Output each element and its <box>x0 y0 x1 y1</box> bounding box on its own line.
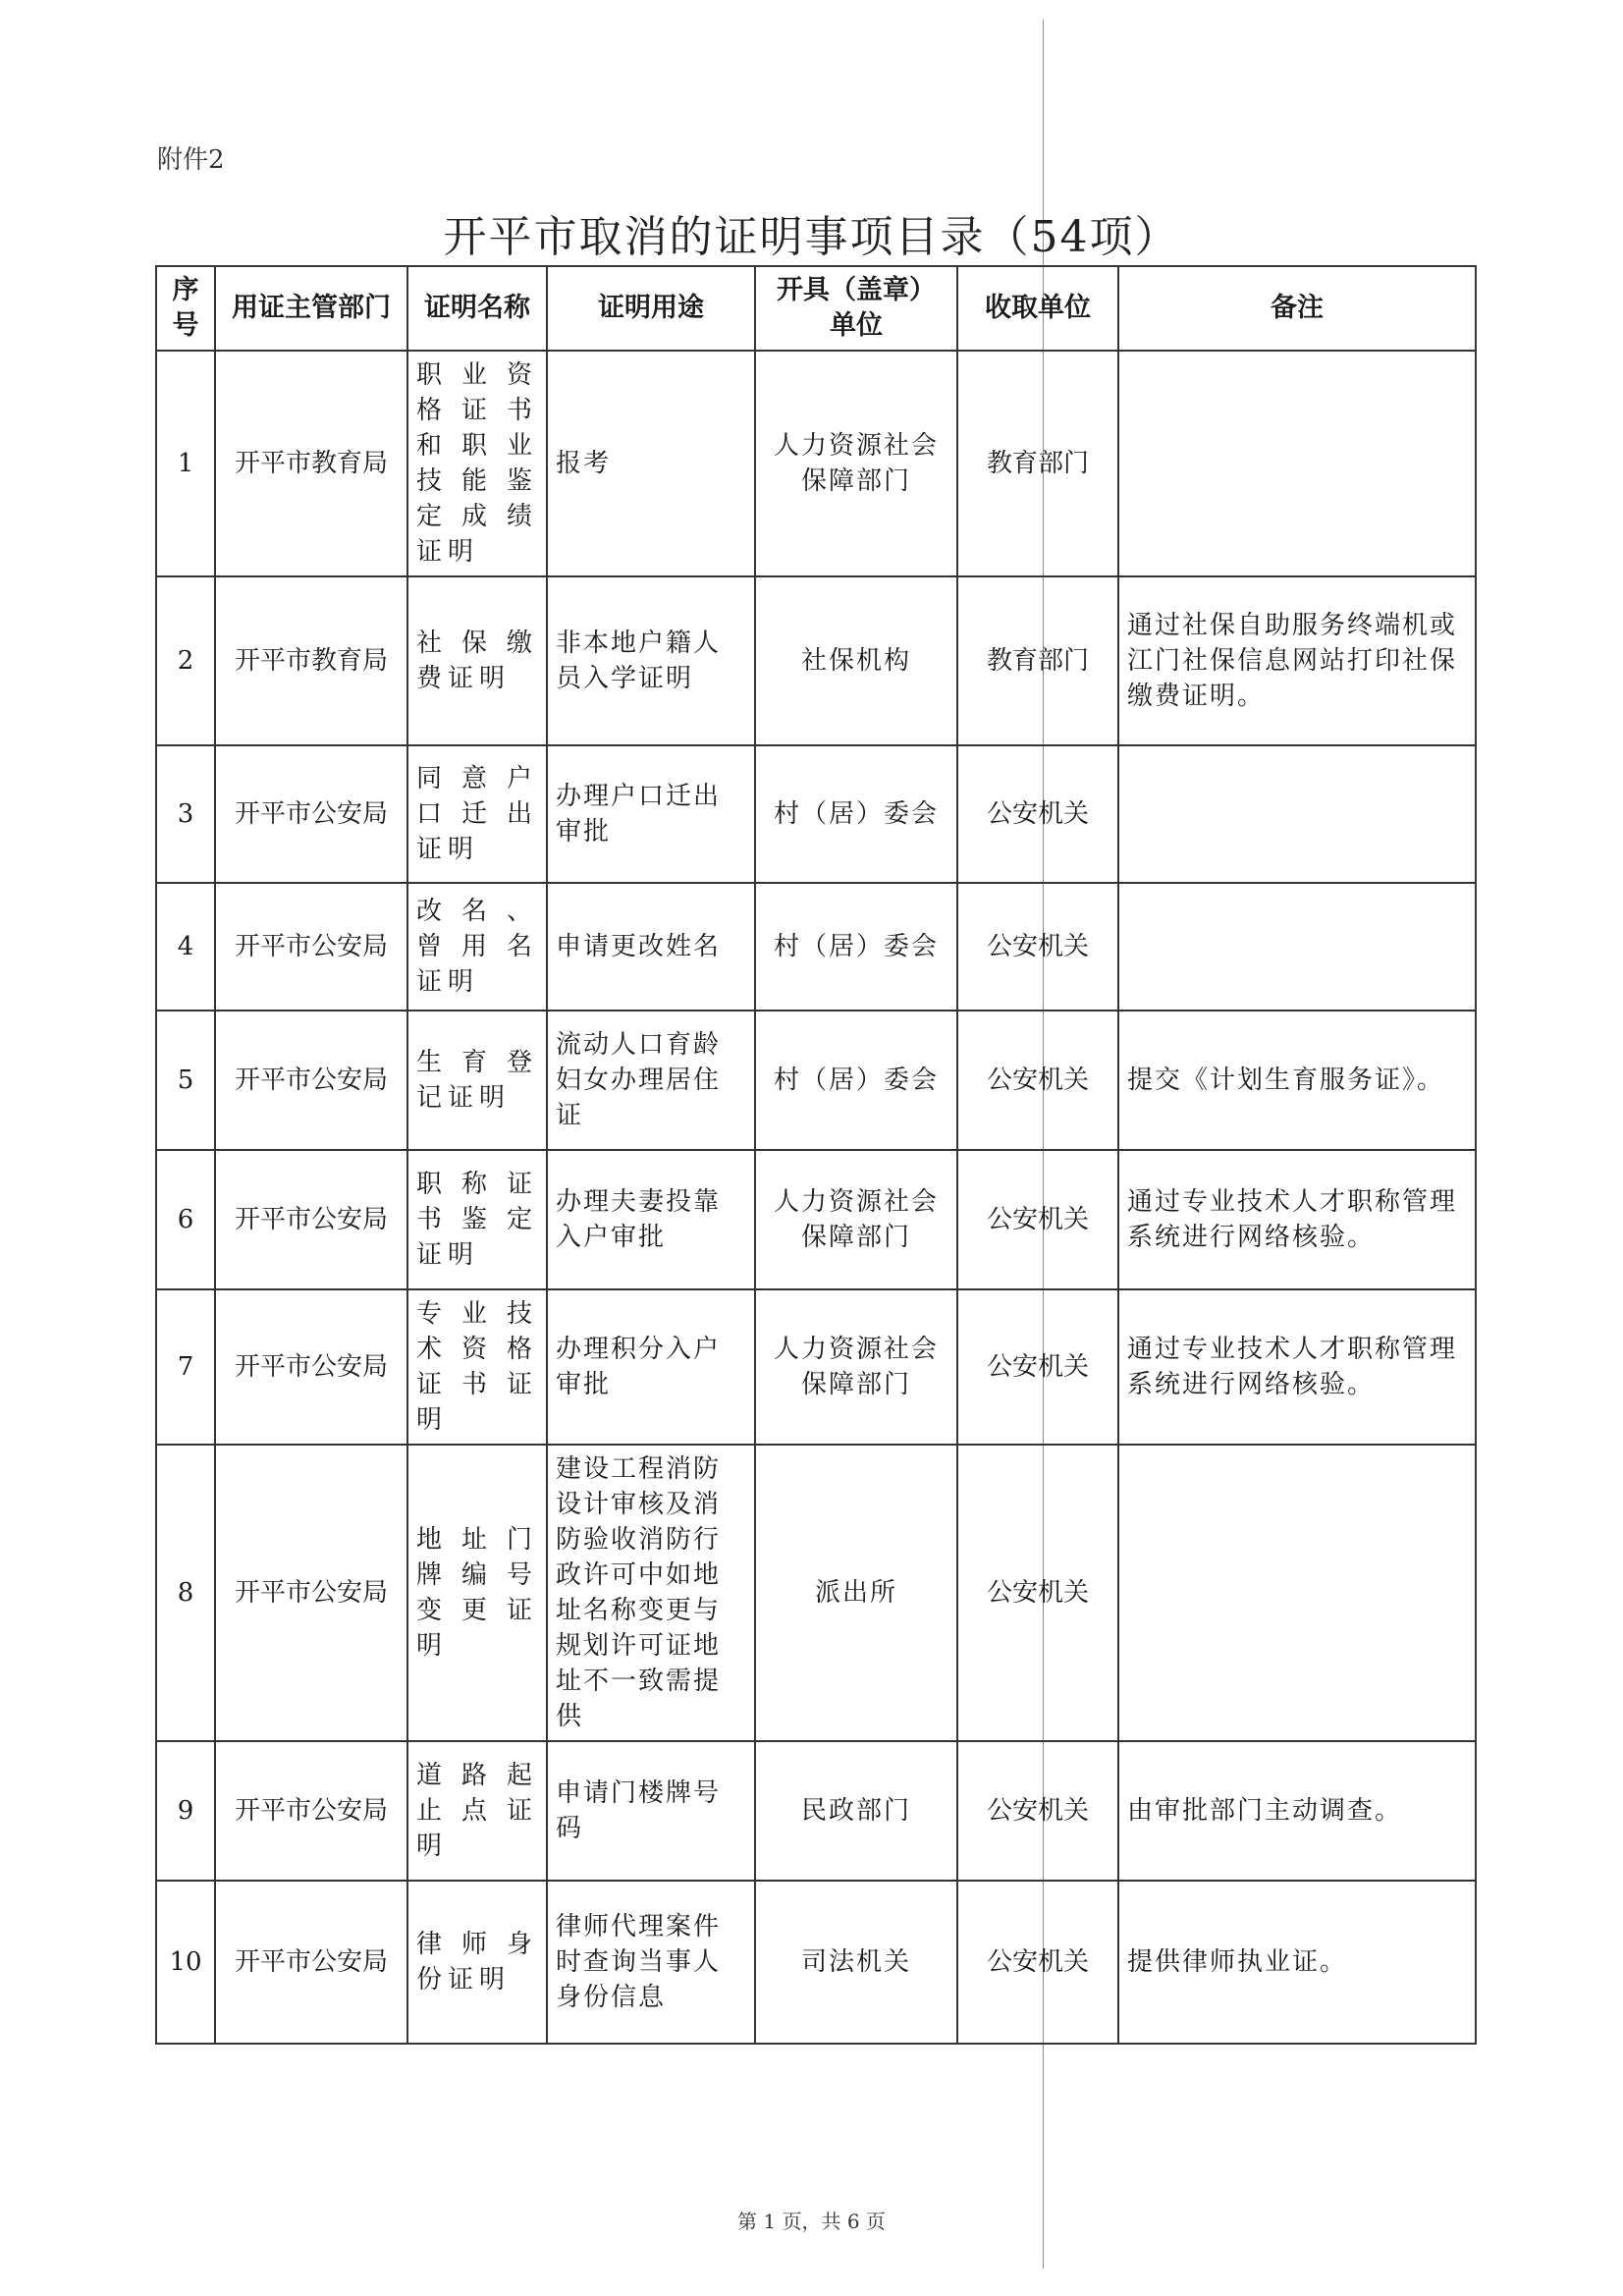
cell-index: 3 <box>156 745 215 883</box>
cell-name: 职业资格证书和职业技能鉴定成绩证明 <box>407 351 547 576</box>
cell-index: 10 <box>156 1881 215 2044</box>
cell-issuer: 人力资源社会保障部门 <box>755 1289 957 1445</box>
cell-receiver: 公安机关 <box>957 1011 1118 1150</box>
cell-receiver: 公安机关 <box>957 883 1118 1011</box>
cell-issuer: 村（居）委会 <box>755 883 957 1011</box>
cell-department: 开平市公安局 <box>215 1289 407 1445</box>
table-row <box>156 1445 1476 1741</box>
cell-purpose: 办理夫妻投靠入户审批 <box>547 1150 755 1289</box>
cell-department: 开平市教育局 <box>215 576 407 745</box>
cell-issuer: 人力资源社会保障部门 <box>755 1150 957 1289</box>
cell-issuer: 社保机构 <box>755 576 957 745</box>
cell-name: 地址门牌编号变更证明 <box>407 1445 547 1741</box>
cell-note <box>1118 883 1476 1011</box>
table-row <box>156 1741 1476 1881</box>
cell-index: 2 <box>156 576 215 745</box>
cell-note: 通过社保自助服务终端机或江门社保信息网站打印社保缴费证明。 <box>1118 576 1476 745</box>
cell-department: 开平市公安局 <box>215 1881 407 2044</box>
cell-department: 开平市公安局 <box>215 883 407 1011</box>
page-footer: 第 1 页，共 6 页 <box>737 2210 886 2233</box>
cell-receiver: 公安机关 <box>957 1445 1118 1741</box>
cell-name: 社保缴费证明 <box>407 576 547 745</box>
cell-name: 生育登记证明 <box>407 1011 547 1150</box>
table-row <box>156 1150 1476 1289</box>
header-note: 备注 <box>1118 266 1476 351</box>
cell-issuer: 村（居）委会 <box>755 1011 957 1150</box>
table-row <box>156 1881 1476 2044</box>
table-row <box>156 745 1476 883</box>
cell-receiver: 教育部门 <box>957 351 1118 576</box>
cell-receiver: 公安机关 <box>957 1881 1118 2044</box>
header-purpose: 证明用途 <box>547 266 755 351</box>
cell-issuer: 村（居）委会 <box>755 745 957 883</box>
header-issuer: 开具（盖章）单位 <box>755 266 957 351</box>
cell-name: 道路起止点证明 <box>407 1741 547 1881</box>
cell-note <box>1118 745 1476 883</box>
cell-note <box>1118 1445 1476 1741</box>
cell-note: 提供律师执业证。 <box>1118 1881 1476 2044</box>
cell-name: 律师身份证明 <box>407 1881 547 2044</box>
cell-purpose: 流动人口育龄妇女办理居住证 <box>547 1011 755 1150</box>
table-header-row <box>156 266 1476 351</box>
cell-receiver: 公安机关 <box>957 745 1118 883</box>
cell-purpose: 办理户口迁出审批 <box>547 745 755 883</box>
cell-name: 专业技术资格证书证明 <box>407 1289 547 1445</box>
table-row <box>156 351 1476 576</box>
header-receiver: 收取单位 <box>957 266 1118 351</box>
table-row <box>156 883 1476 1011</box>
cell-purpose: 报考 <box>547 351 755 576</box>
cell-purpose: 非本地户籍人员入学证明 <box>547 576 755 745</box>
cell-note: 通过专业技术人才职称管理系统进行网络核验。 <box>1118 1150 1476 1289</box>
cell-note: 提交《计划生育服务证》。 <box>1118 1011 1476 1150</box>
cell-issuer: 司法机关 <box>755 1881 957 2044</box>
attachment-label: 附件2 <box>157 145 225 175</box>
cell-purpose: 律师代理案件时查询当事人身份信息 <box>547 1881 755 2044</box>
cell-name: 同意户口迁出证明 <box>407 745 547 883</box>
cell-note: 通过专业技术人才职称管理系统进行网络核验。 <box>1118 1289 1476 1445</box>
cell-purpose: 建设工程消防设计审核及消防验收消防行政许可中如地址名称变更与规划许可证地址不一致需提供 <box>547 1445 755 1741</box>
cell-department: 开平市公安局 <box>215 745 407 883</box>
cell-department: 开平市公安局 <box>215 1011 407 1150</box>
cell-department: 开平市公安局 <box>215 1741 407 1881</box>
cell-name: 改名、曾用名证明 <box>407 883 547 1011</box>
cell-index: 7 <box>156 1289 215 1445</box>
cell-receiver: 公安机关 <box>957 1150 1118 1289</box>
cell-index: 9 <box>156 1741 215 1881</box>
cell-department: 开平市教育局 <box>215 351 407 576</box>
cell-index: 5 <box>156 1011 215 1150</box>
cell-note <box>1118 351 1476 576</box>
cell-receiver: 公安机关 <box>957 1289 1118 1445</box>
cell-purpose: 办理积分入户审批 <box>547 1289 755 1445</box>
page-title: 开平市取消的证明事项目录（54项） <box>443 212 1180 262</box>
header-name: 证明名称 <box>407 266 547 351</box>
cell-department: 开平市公安局 <box>215 1150 407 1289</box>
header-department: 用证主管部门 <box>215 266 407 351</box>
cell-index: 4 <box>156 883 215 1011</box>
cell-issuer: 派出所 <box>755 1445 957 1741</box>
cell-index: 6 <box>156 1150 215 1289</box>
cell-purpose: 申请门楼牌号码 <box>547 1741 755 1881</box>
cell-name: 职称证书鉴定证明 <box>407 1150 547 1289</box>
cell-issuer: 人力资源社会保障部门 <box>755 351 957 576</box>
cell-index: 1 <box>156 351 215 576</box>
cell-receiver: 公安机关 <box>957 1741 1118 1881</box>
cell-purpose: 申请更改姓名 <box>547 883 755 1011</box>
cell-index: 8 <box>156 1445 215 1741</box>
cell-receiver: 教育部门 <box>957 576 1118 745</box>
cell-department: 开平市公安局 <box>215 1445 407 1741</box>
cell-note: 由审批部门主动调查。 <box>1118 1741 1476 1881</box>
cell-issuer: 民政部门 <box>755 1741 957 1881</box>
table-row <box>156 576 1476 745</box>
table-row <box>156 1289 1476 1445</box>
table-row <box>156 1011 1476 1150</box>
certificate-catalog-table <box>155 265 1477 2045</box>
header-index: 序号 <box>156 266 215 351</box>
